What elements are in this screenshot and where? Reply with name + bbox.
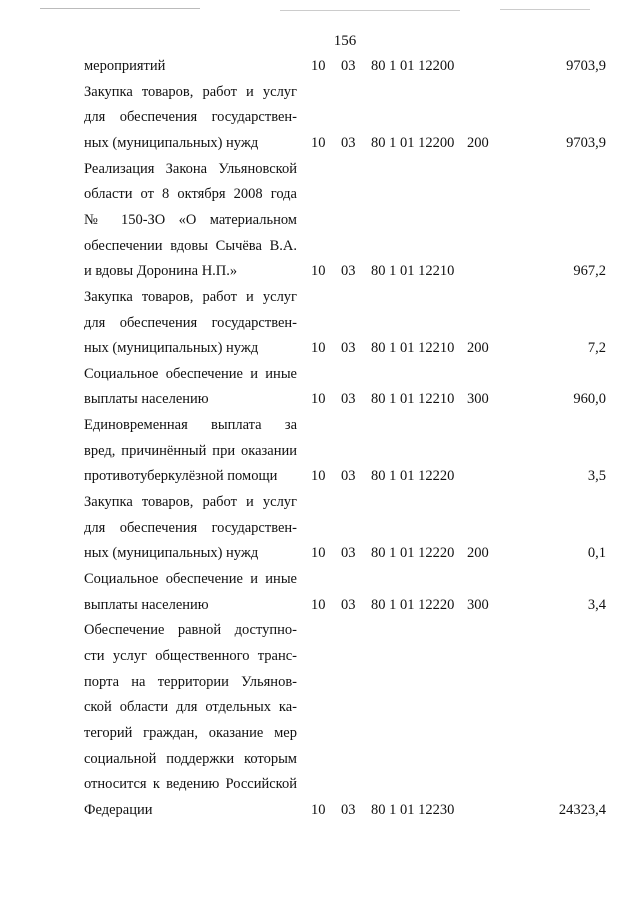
table-line bbox=[0, 56, 640, 76]
table-line bbox=[0, 389, 640, 409]
row-description: Единовременная выплата за bbox=[84, 417, 297, 434]
table-line bbox=[0, 364, 640, 384]
row-description: и вдовы Доронина Н.П.» bbox=[84, 263, 238, 280]
table-line bbox=[0, 287, 640, 307]
expense-type-code: 200 bbox=[467, 545, 489, 562]
table-line bbox=[0, 492, 640, 512]
row-description: выплаты населению bbox=[84, 391, 209, 408]
row-description: Социальное обеспечение и иные bbox=[84, 571, 297, 587]
table-line bbox=[0, 672, 640, 692]
target-article-code: 80 1 01 12210 bbox=[371, 391, 455, 408]
row-description: для обеспечения государствен- bbox=[84, 109, 297, 126]
section-code: 10 bbox=[311, 596, 326, 613]
subsection-code: 03 bbox=[341, 58, 356, 74]
table-line bbox=[0, 749, 640, 769]
row-description: вред, причинённый при оказании bbox=[84, 442, 297, 459]
subsection-code: 03 bbox=[341, 391, 356, 408]
subsection-code: 03 bbox=[341, 340, 356, 357]
target-article-code: 80 1 01 12220 bbox=[371, 545, 455, 562]
scan-artifact bbox=[280, 10, 460, 11]
row-description: для обеспечения государствен- bbox=[84, 314, 297, 331]
row-description: порта на территории Ульянов- bbox=[84, 673, 297, 690]
amount-value: 967,2 bbox=[573, 263, 606, 280]
table-line bbox=[0, 518, 640, 538]
row-description: Закупка товаров, работ и услуг bbox=[84, 494, 297, 511]
row-description: Закупка товаров, работ и услуг bbox=[84, 288, 297, 305]
amount-value: 24323,4 bbox=[558, 801, 606, 818]
row-description: Обеспечение равной доступно- bbox=[84, 622, 297, 639]
target-article-code: 80 1 01 12230 bbox=[371, 801, 455, 818]
table-line bbox=[0, 723, 640, 743]
row-description: сти услуг общественного транс- bbox=[84, 647, 297, 664]
expense-type-code: 300 bbox=[467, 596, 489, 613]
section-code: 10 bbox=[311, 801, 326, 818]
row-description: относится к ведению Российской bbox=[84, 776, 297, 793]
row-description: области от 8 октября 2008 года bbox=[84, 186, 297, 203]
table-line bbox=[0, 82, 640, 102]
table-line bbox=[0, 697, 640, 717]
expense-type-code: 300 bbox=[467, 391, 489, 408]
section-code: 10 bbox=[311, 134, 326, 151]
table-line bbox=[0, 774, 640, 794]
table-line bbox=[0, 415, 640, 435]
section-code: 10 bbox=[311, 58, 326, 74]
row-description: Реализация Закона Ульяновской bbox=[84, 160, 297, 177]
table-line bbox=[0, 107, 640, 127]
row-description: Социальное обеспечение и иные bbox=[84, 365, 297, 382]
table-line bbox=[0, 595, 640, 615]
table-line bbox=[0, 313, 640, 333]
scan-artifact bbox=[40, 8, 200, 9]
row-description: ской области для отдельных ка- bbox=[84, 699, 297, 716]
table-line bbox=[0, 800, 640, 820]
row-description: обеспечении вдовы Сычёва В.А. bbox=[84, 237, 297, 254]
amount-value: 960,0 bbox=[573, 391, 606, 408]
row-description: ных (муниципальных) нужд bbox=[84, 134, 259, 151]
table-line bbox=[0, 184, 640, 204]
subsection-code: 03 bbox=[341, 263, 356, 280]
target-article-code: 80 1 01 12220 bbox=[371, 596, 455, 613]
row-description: мероприятий bbox=[84, 58, 166, 74]
subsection-code: 03 bbox=[341, 134, 356, 151]
table-line bbox=[0, 543, 640, 563]
table-line bbox=[0, 236, 640, 256]
row-description: противотуберкулёзной помощи bbox=[84, 468, 278, 485]
subsection-code: 03 bbox=[341, 468, 356, 485]
target-article-code: 80 1 01 12200 bbox=[371, 58, 455, 74]
table-line bbox=[0, 261, 640, 281]
scan-artifact bbox=[500, 9, 590, 10]
amount-value: 3,4 bbox=[587, 596, 606, 613]
row-description: Федерации bbox=[84, 801, 153, 818]
expense-type-code: 200 bbox=[467, 134, 489, 151]
table-line bbox=[0, 133, 640, 153]
row-description: Закупка товаров, работ и услуг bbox=[84, 83, 297, 100]
page-number: 156 bbox=[333, 33, 357, 49]
target-article-code: 80 1 01 12220 bbox=[371, 468, 455, 485]
row-description: ных (муниципальных) нужд bbox=[84, 545, 259, 562]
target-article-code: 80 1 01 12200 bbox=[371, 134, 455, 151]
subsection-code: 03 bbox=[341, 801, 356, 818]
table-line bbox=[0, 338, 640, 358]
row-description: ных (муниципальных) нужд bbox=[84, 340, 259, 357]
section-code: 10 bbox=[311, 340, 326, 357]
amount-value: 9703,9 bbox=[566, 58, 606, 74]
target-article-code: 80 1 01 12210 bbox=[371, 263, 455, 280]
table-line bbox=[0, 646, 640, 666]
subsection-code: 03 bbox=[341, 545, 356, 562]
amount-value: 9703,9 bbox=[566, 134, 606, 151]
row-description: выплаты населению bbox=[84, 596, 209, 613]
table-line bbox=[0, 620, 640, 640]
target-article-code: 80 1 01 12210 bbox=[371, 340, 455, 357]
table-line bbox=[0, 569, 640, 589]
expense-type-code: 200 bbox=[467, 340, 489, 357]
amount-value: 3,5 bbox=[587, 468, 606, 485]
row-description: для обеспечения государствен- bbox=[84, 519, 297, 536]
table-line bbox=[0, 159, 640, 179]
table-line bbox=[0, 441, 640, 461]
subsection-code: 03 bbox=[341, 596, 356, 613]
section-code: 10 bbox=[311, 545, 326, 562]
row-description: тегорий граждан, оказание мер bbox=[84, 724, 297, 741]
amount-value: 0,1 bbox=[587, 545, 606, 562]
table-line bbox=[0, 210, 640, 230]
table-line bbox=[0, 466, 640, 486]
section-code: 10 bbox=[311, 391, 326, 408]
amount-value: 7,2 bbox=[587, 340, 606, 357]
section-code: 10 bbox=[311, 263, 326, 280]
row-description: № 150-ЗО «О материальном bbox=[84, 211, 297, 228]
section-code: 10 bbox=[311, 468, 326, 485]
row-description: социальной поддержки которым bbox=[84, 750, 297, 767]
